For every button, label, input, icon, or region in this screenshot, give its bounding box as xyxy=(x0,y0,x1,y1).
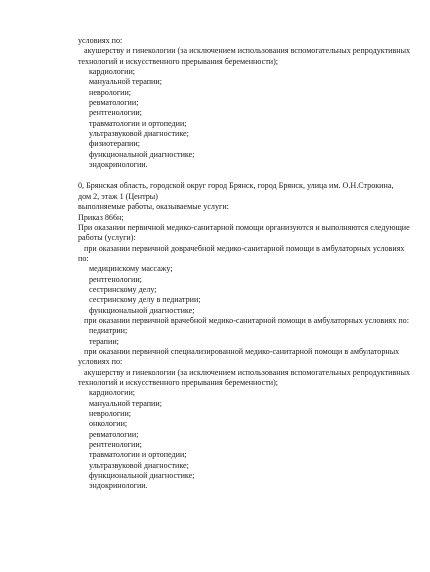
document-line: технологий и искусственного прерывания беременности); xyxy=(78,378,279,387)
document-line: неврологии; xyxy=(89,409,132,419)
document-line: рентгенологии; xyxy=(89,274,142,284)
document-line: ревматологии; xyxy=(89,98,139,108)
document-line: эндокринологии. xyxy=(89,481,148,491)
document-line: неврологии; xyxy=(89,87,132,97)
document-line: сестринскому делу; xyxy=(89,284,157,294)
document-line: травматологии и ортопедии; xyxy=(89,450,187,460)
document-line: акушерству и гинекологии (за исключением использования вспомогательных репродуктивных xyxy=(84,46,411,56)
document-line: условиях по: xyxy=(78,357,123,367)
document-line: кардиологии; xyxy=(89,67,136,77)
document-line: ультразвуковой диагностике; xyxy=(89,129,189,139)
services-block-previous-address xyxy=(78,36,418,170)
document-line: терапии; xyxy=(89,336,119,346)
document-line: акушерству и гинекологии (за исключением использования вспомогательных репродуктивных xyxy=(84,367,411,377)
document-line: мануальной терапии; xyxy=(89,77,162,87)
document-line: онкологии; xyxy=(89,419,128,429)
document-line: ревматологии; xyxy=(89,429,139,439)
document-line: технологий и искусственного прерывания беременности); xyxy=(78,56,279,66)
document-line: по: xyxy=(78,253,89,263)
document-line: рентгенологии; xyxy=(89,440,142,450)
document-line: педиатрии; xyxy=(89,326,128,336)
document-line: травматологии и ортопедии; xyxy=(89,118,187,128)
document-line: при оказании первичной доврачебной медико-санитарной помощи в амбулаторных условиях xyxy=(84,243,405,253)
document-line: Приказ 866н; xyxy=(78,212,124,222)
document-line: кардиологии; xyxy=(89,388,136,398)
document-line: при оказании первичной врачебной медико-санитарной помощи в амбулаторных условиях по: xyxy=(84,315,409,325)
document-line: при оказании первичной специализированной медико-санитарной помощи в амбулаторных xyxy=(84,346,400,356)
document-body xyxy=(78,36,418,492)
document-line: При оказании первичной медико-санитарной помощи организуются и выполняются следующие xyxy=(78,222,410,232)
document-line: функциональной диагностике; xyxy=(89,471,195,481)
document-line: функциональной диагностике; xyxy=(89,305,195,315)
paragraph-gap xyxy=(78,170,418,181)
document-line: дом 2, этаж 1 (Центры) xyxy=(78,191,158,201)
document-line: медицинскому массажу; xyxy=(89,264,173,274)
services-block-strokina-address xyxy=(78,181,418,491)
document-line: выполняемые работы, оказываемые услуги: xyxy=(78,202,229,212)
document-line: рентгенологии; xyxy=(89,108,142,118)
document-line: функциональной диагностике; xyxy=(89,149,195,159)
document-line: сестринскому делу в педиатрии; xyxy=(89,295,201,305)
document-line: 0, Брянская область, городской округ город Брянск, город Брянск, улица им. О.Н.Строкина, xyxy=(78,181,394,191)
document-line: физиотерапии; xyxy=(89,139,140,149)
document-line: условиях по: xyxy=(78,36,123,45)
document-line: ультразвуковой диагностике; xyxy=(89,460,189,470)
document-line: работы (услуги): xyxy=(78,233,136,243)
document-line: мануальной терапии; xyxy=(89,398,162,408)
document-line: эндокринологии. xyxy=(89,160,148,170)
